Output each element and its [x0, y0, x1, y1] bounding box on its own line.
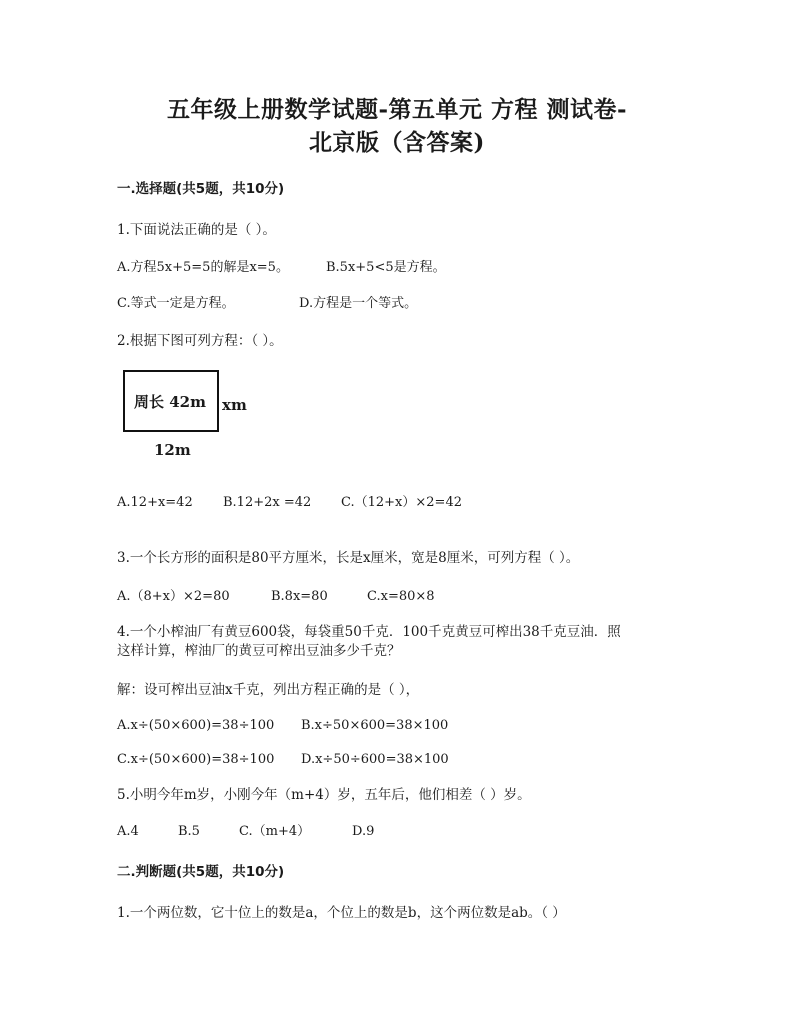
q5-option-d: D.9	[352, 824, 375, 839]
question-5-stem: 5.小明今年m岁，小刚今年（m+4）岁，五年后，他们相差（ ）岁。	[117, 787, 531, 803]
q4-option-a: A.x÷(50×600)=38÷100	[117, 718, 275, 733]
question-4-solution: 解：设可榨出豆油x千克，列出方程正确的是（ ），	[117, 682, 420, 698]
perimeter-label: 周长 42m	[134, 393, 206, 411]
q1-option-a: A.方程5x+5=5的解是x=5。	[117, 260, 289, 275]
q2-option-b: B.12+2x =42	[223, 495, 312, 510]
section-heading-judgement: 二.判断题(共5题，共10分)	[117, 864, 285, 880]
q1-option-d: D.方程是一个等式。	[299, 296, 418, 311]
q4-option-d: D.x÷50÷600=38×100	[301, 752, 449, 767]
bottom-length-label: 12m	[154, 441, 191, 459]
q5-option-a: A.4	[117, 824, 139, 839]
question-4-stem-line2: 这样计算，榨油厂的黄豆可榨出豆油多少千克？	[117, 643, 401, 659]
q3-option-b: B.8x=80	[271, 589, 328, 604]
q1-option-b: B.5x+5<5是方程。	[326, 260, 446, 275]
exam-title-line1: 五年级上册数学试题-第五单元 方程 测试卷-	[166, 96, 628, 123]
section-heading-choice: 一.选择题(共5题，共10分)	[117, 181, 285, 197]
q1-option-c: C.等式一定是方程。	[117, 296, 235, 311]
rectangle-diagram	[123, 370, 219, 432]
q2-option-a: A.12+x=42	[117, 495, 193, 510]
q4-option-b: B.x÷50×600=38×100	[301, 718, 449, 733]
question-1-stem: 1.下面说法正确的是（ ）。	[117, 222, 276, 238]
exam-title-line2: 北京版（含答案)	[309, 129, 485, 156]
q5-option-c: C.（m+4）	[239, 824, 311, 839]
q4-option-c: C.x÷(50×600)=38÷100	[117, 752, 275, 767]
question-4-stem-line1: 4.一个小榨油厂有黄豆600袋，每袋重50千克．100千克黄豆可榨出38千克豆油．照	[117, 624, 621, 640]
question-3-stem: 3.一个长方形的面积是80平方厘米，长是x厘米，宽是8厘米，可列方程（ ）。	[117, 550, 580, 566]
q3-option-a: A.（8+x）×2=80	[117, 589, 230, 604]
q3-option-c: C.x=80×8	[367, 589, 435, 604]
judgement-question-1: 1.一个两位数，它十位上的数是a，个位上的数是b，这个两位数是ab。（ ）	[117, 905, 566, 921]
side-length-label: xm	[222, 396, 247, 414]
question-2-stem: 2.根据下图可列方程：（ ）。	[117, 333, 283, 349]
q2-option-c: C.（12+x）×2=42	[341, 495, 462, 510]
q5-option-b: B.5	[178, 824, 200, 839]
